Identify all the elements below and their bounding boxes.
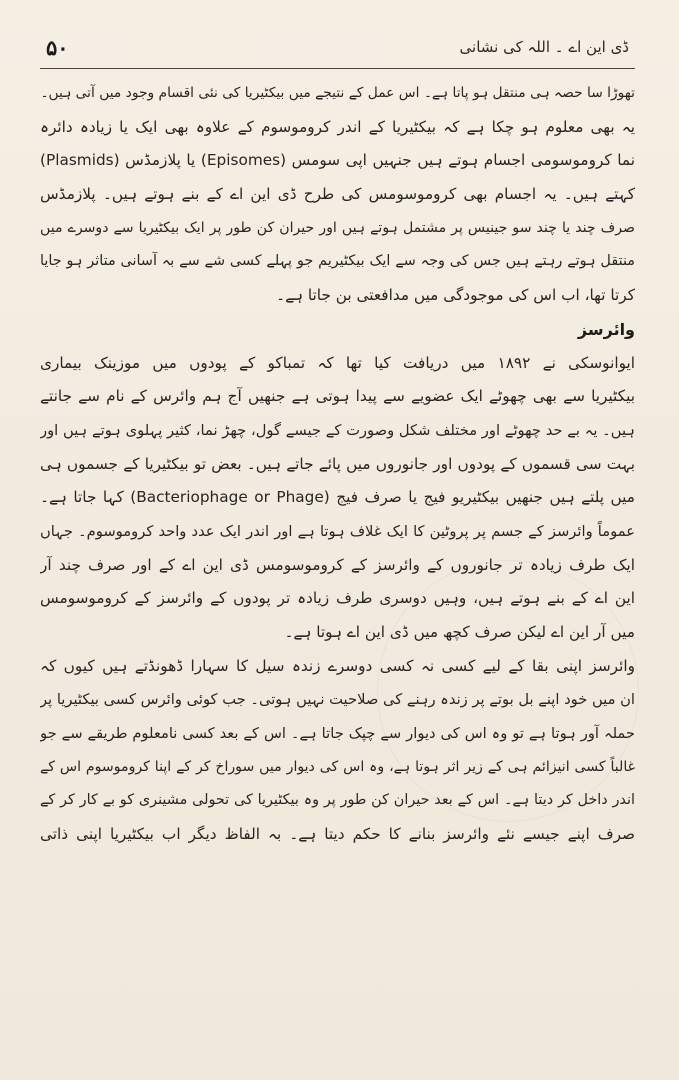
text-line: میں پلتے ہیں جنھیں بیکٹیریو فیج یا صرف فیج (Bacteriophage or Phage) کہا جاتا ہے۔ xyxy=(40,488,635,507)
text-line: صرف چند یا چند سو جینیس پر مشتمل ہوتے ہیں اور حیران کن طور پر ایک بیکٹیریا سے دوسرے میں xyxy=(40,219,635,236)
text-line: تھوڑا سا حصہ ہی منتقل ہو پاتا ہے۔ اس عمل کے نتیجے میں بیکٹیریا کی نئی اقسام وجود میں آتی ہیں۔ xyxy=(40,85,635,101)
text-line: کہتے ہیں۔ یہ اجسام بھی کروموسومس کی طرح ڈی این اے کے بنے ہوتے ہیں۔ پلازمڈس xyxy=(40,185,635,204)
text-line: میں آر این اے لیکن صرف کچھ میں ڈی این اے ہوتا ہے۔ xyxy=(284,623,635,641)
text-line: کرتا تھا، اب اس کی موجودگی میں مدافعتی بن جاتا ہے۔ xyxy=(276,286,635,305)
text-line: عموماً وائرسز کے جسم پر پروٹین کا ایک غلاف ہوتا ہے اور اندر ایک عدد واحد کروموسوم۔ جہاں xyxy=(40,522,635,540)
text-line: ایک طرف زیادہ تر جانوروں کے وائرسز کے کروموسومس ڈی این اے کے اور صرف چند آر xyxy=(40,555,635,574)
text-line: بہت سی قسموں کے پودوں اور جانوروں میں پائے جاتے ہیں۔ بعض تو بیکٹیریا کے جسموں ہی xyxy=(40,454,635,473)
page-number: ۵۰ xyxy=(46,34,69,60)
text-line: این اے کے بنے ہوتے ہیں، وہیں دوسری طرف زیادہ تر پودوں کے وائرسز کے کروموسومس xyxy=(40,589,635,608)
text-line: ان میں خود اپنے بل بوتے پر زندہ رہنے کی صلاحیت نہیں ہوتی۔ جب کوئی وائرس کسی بیکٹیریا پر xyxy=(40,691,635,709)
page-header xyxy=(40,28,635,66)
text-line: یہ بھی معلوم ہو چکا ہے کہ بیکٹیریا کے اندر کروموسوم کے علاوہ بھی ایک یا زیادہ دائرہ xyxy=(40,117,635,136)
text-line: صرف اپنے جیسے نئے وائرسز بنانے کا حکم دیتا ہے۔ بہ الفاظ دیگر اب بیکٹیریا اپنی ذاتی xyxy=(40,825,635,844)
text-line: وائرسز اپنی بقا کے لیے کسی نہ کسی دوسرے زندہ سیل کا سہارا ڈھونڈتے ہیں کیوں کہ xyxy=(40,656,635,675)
text-line: ایوانوسکی نے ۱۸۹۲ میں دریافت کیا تھا کہ تمباکو کے پودوں میں موزینک بیماری xyxy=(40,353,635,372)
section-heading: وائرسز xyxy=(577,319,635,339)
text-line: منتقل ہوتے رہتے ہیں جس کی وجہ سے ایک بیکٹیریم جو پہلے کسی شے سے بہ آسانی متاثر ہو جایا xyxy=(40,253,635,270)
text-line: غالباً کسی انیزائم ہی کے زیر اثر ہوتا ہے، وہ اس کی دیوار میں سوراخ کر کے اپنا کروموسوم اس کے xyxy=(40,758,635,775)
background-watermark xyxy=(377,560,639,822)
text-line: نما کروموسومی اجسام ہوتے ہیں جنہیں اپی سومس (Episomes) یا پلازمڈس (Plasmids) xyxy=(40,151,635,170)
text-line: ہیں۔ یہ بے حد چھوٹے اور مختلف شکل وصورت کے جیسے گول، چھڑ نما، کثیر پہلوی ہوتے ہیں اور xyxy=(40,421,635,439)
header-rule xyxy=(40,68,635,69)
text-line: حملہ آور ہوتا ہے تو وہ اس کی دیوار سے چپک جاتا ہے۔ اس کے بعد کسی نامعلوم طریقے سے جو xyxy=(40,725,635,743)
text-line: اندر داخل کر دیتا ہے۔ اس کے بعد حیران کن طور پر وہ بیکٹیریا کی تحولی مشینری کو بے کار کر کے xyxy=(40,792,635,809)
text-line: بیکٹیریا سے بھی چھوٹے ایک عضویے سے پیدا ہوتی ہے جنھیں آج ہم وائرس کے نام سے جانتے xyxy=(40,387,635,406)
running-title: ڈی این اے ۔ اللہ کی نشانی xyxy=(459,38,629,56)
